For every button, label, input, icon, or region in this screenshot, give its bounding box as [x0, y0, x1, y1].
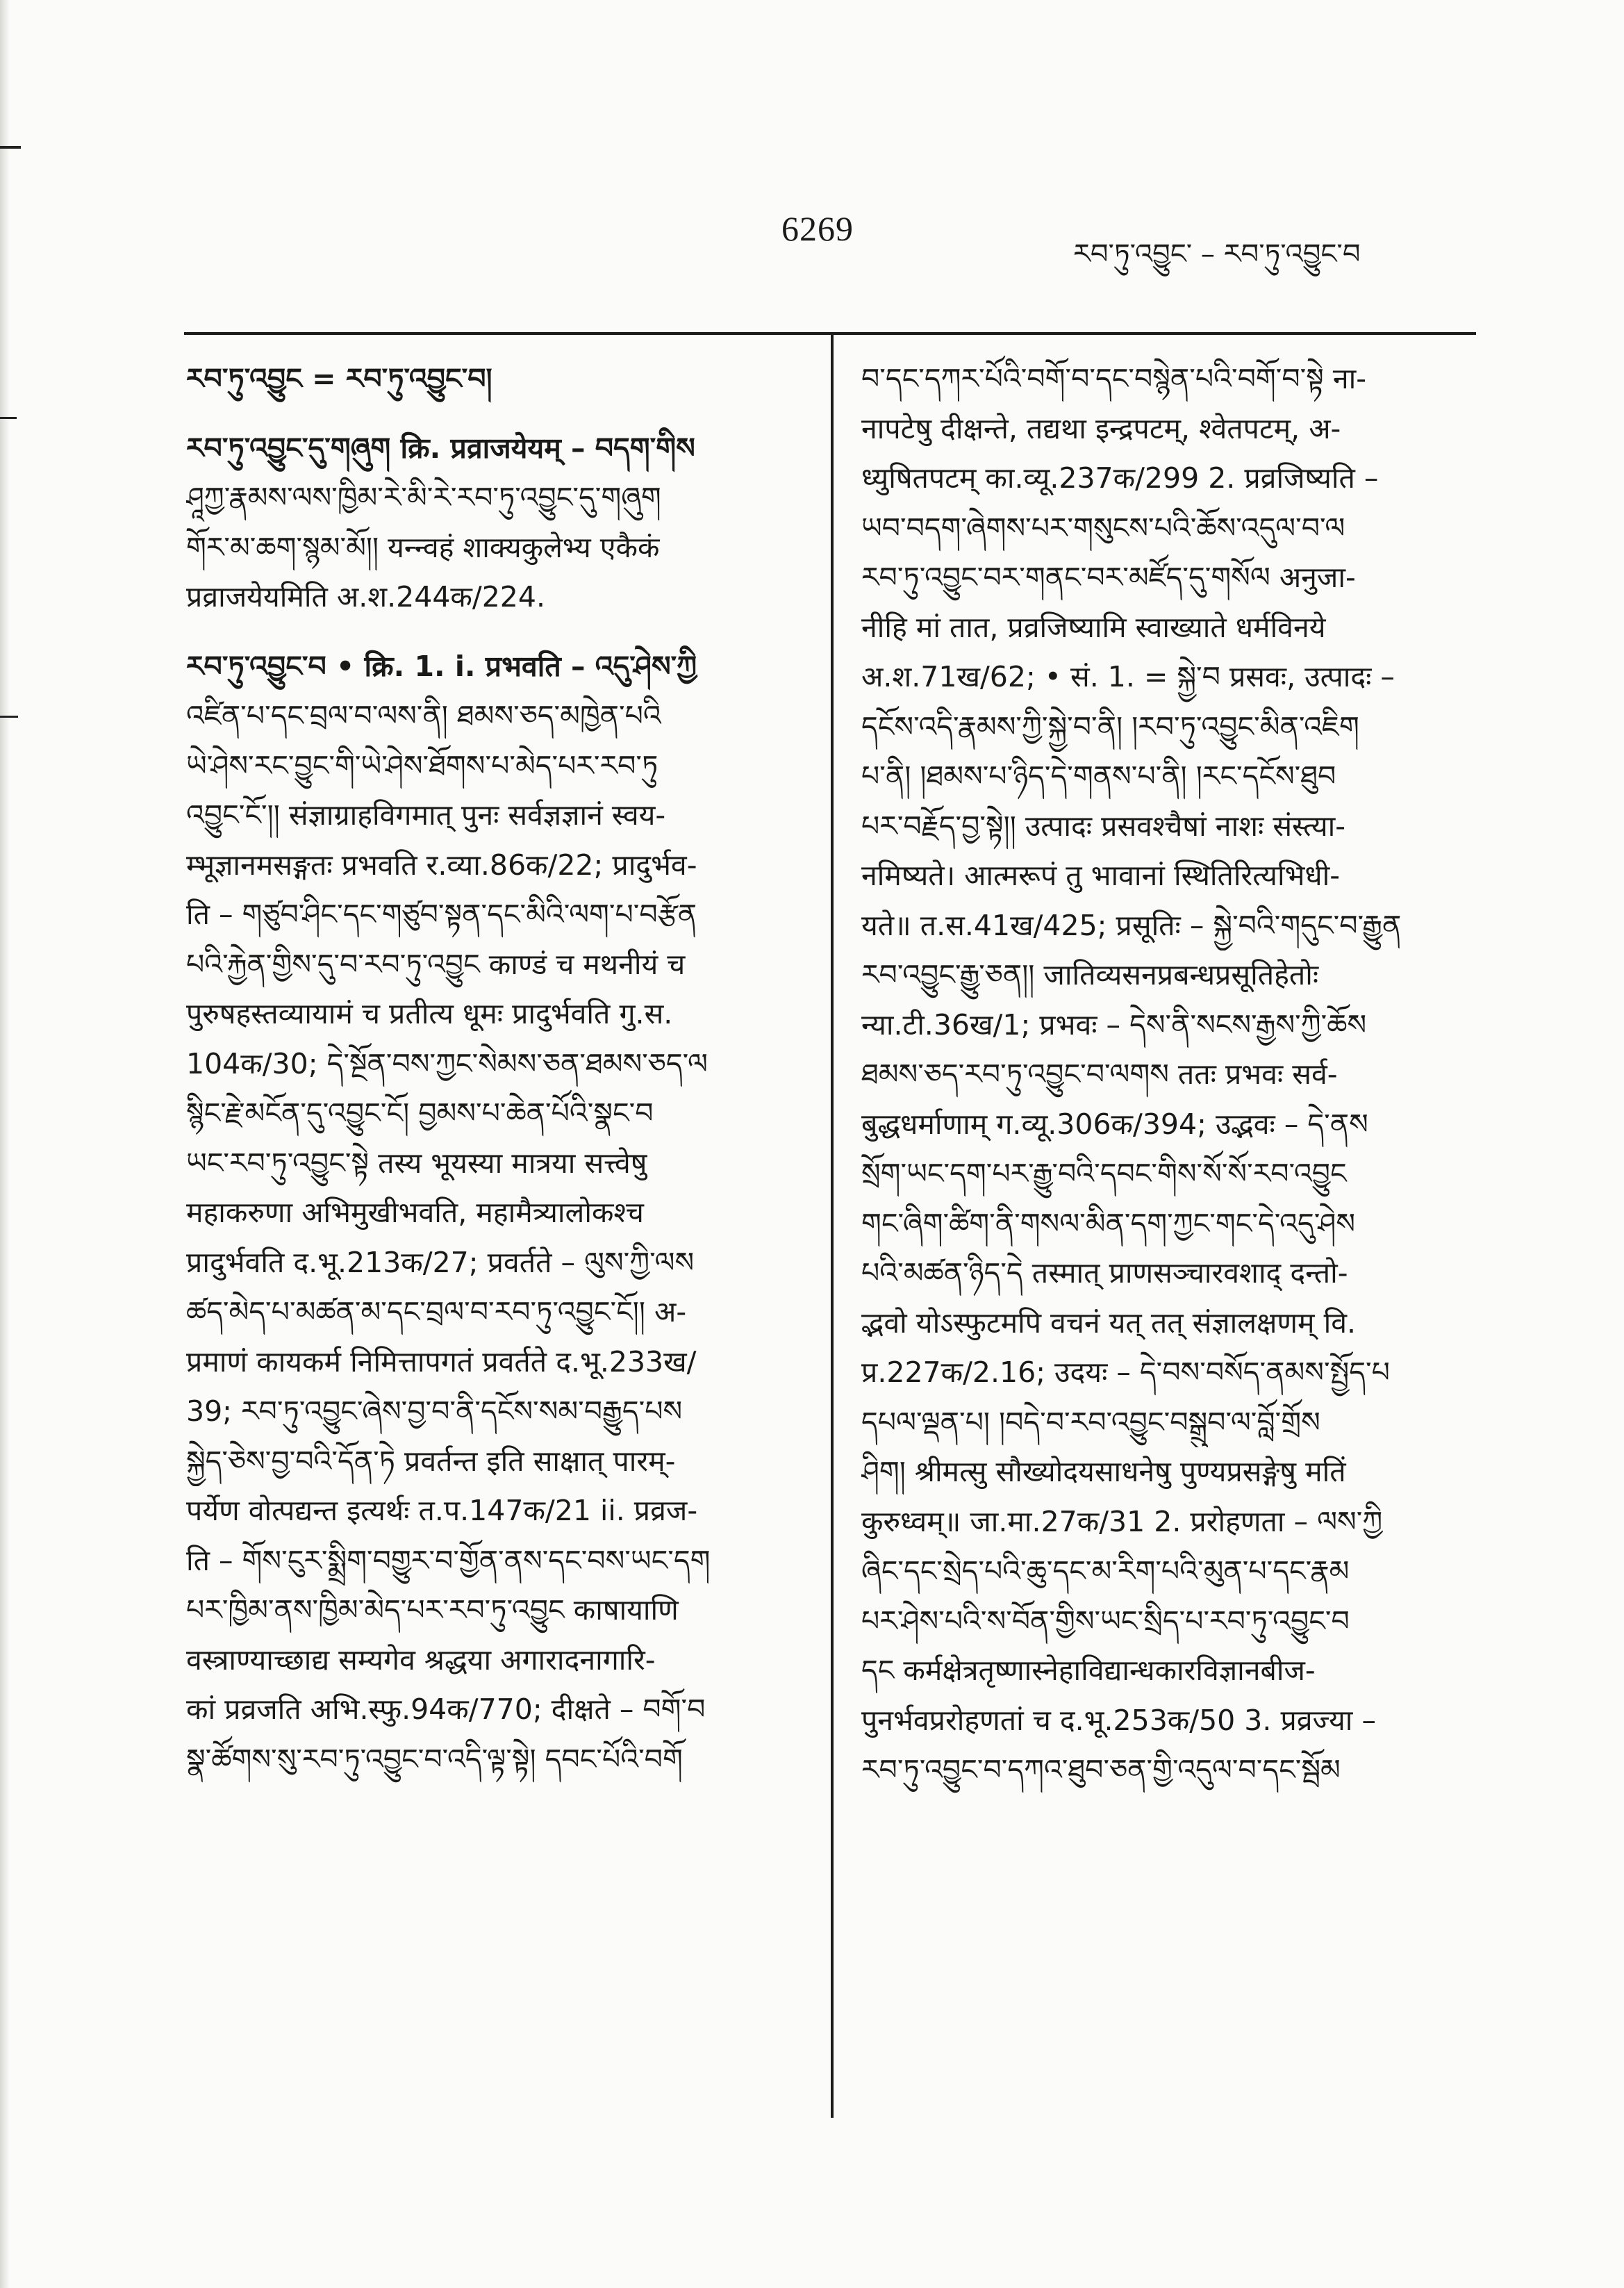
entry-line: རབ་ཏུ་འབྱུང་བ • क्रि. 1. i. प्रभवति – འདུ་ཤེས་ཀྱི	[186, 649, 697, 683]
entry-line: नीहि मां तात, प्रव्रजिष्यामि स्वाख्याते धर्मविनये	[861, 610, 1326, 644]
entry-line: པར་བརྗོད་བྱ་སྟེ།། उत्पादः प्रसवश्चैषां नाशः संस्त्या-	[861, 809, 1346, 843]
left-column	[186, 354, 818, 1784]
entry-line: ཐམས་ཅད་རབ་ཏུ་འབྱུང་བ་ལགས ततः प्रभवः सर्व-	[861, 1057, 1338, 1091]
entry-line: པ་ནི། །ཐམས་པ་ཉིད་དེ་གནས་པ་ནི། །རང་དངོས་ཐུབ	[861, 759, 1336, 793]
margin-mark	[0, 716, 18, 718]
entry-line: प्रमाणं कायकर्म निमित्तापगतं प्रवर्तते द.भू.233ख/	[186, 1344, 697, 1378]
page-number: 6269	[781, 209, 854, 248]
entry-line: པར་ཁྱིམ་ནས་ཁྱིམ་མེད་པར་རབ་ཏུ་འབྱུང काषायाणि	[186, 1593, 679, 1627]
entry-line: སྙིང་རྗེ་མངོན་དུ་འབྱུང་ངོ། བྱམས་པ་ཆེན་པོའི་སྣང་བ	[186, 1096, 654, 1130]
entry-line: འབྱུང་ངོ༌།། संज्ञाग्राहविगमात् पुनः सर्वज्ञज्ञानं स्वय-	[186, 798, 666, 832]
entry-line: འཛིན་པ་དང་བྲལ་བ་ལས་ནི། ཐམས་ཅད་མཁྱེན་པའི	[186, 699, 661, 732]
entry-line: महाकरुणा अभिमुखीभवति, महामैत्र्यालोकश्च	[186, 1196, 644, 1229]
margin-mark	[0, 146, 21, 149]
entry-line: पुरुषहस्तव्यायामं च प्रतीत्य धूमः प्रादुर्भवति गु.स.	[186, 997, 673, 1030]
entry-line: नापटेषु दीक्षन्ते, तद्यथा इन्द्रपटम्, श्वेतपटम्, अ-	[861, 411, 1341, 445]
entry-line: བ་དང་དཀར་པོའི་བགོ་བ་དང་བསྙེན་པའི་བགོ་བ་སྟེ ना-	[861, 362, 1367, 395]
entry-line: ཞིང་དང་སྲེད་པའི་ཆུ་དང་མ་རིག་པའི་མུན་པ་དང་རྣམ	[861, 1554, 1350, 1588]
entry-line: དཔལ་ལྡན་པ། །བདེ་བ་རབ་འབྱུང་བསྒྲུབ་ལ་བློ་གྲོས	[861, 1405, 1320, 1439]
entry-line: प्रव्राजयेयमिति अ.श.244क/224.	[186, 580, 546, 614]
header-rule	[184, 332, 1476, 335]
entry-line: སྲོག་ཡང་དག་པར་རྒྱུ་བའི་དབང་གིས་སོ་སོ་རབ་འབྱུང	[861, 1157, 1347, 1190]
entry-line: अ.श.71ख/62; • सं. 1. = སྐྱེ་བ प्रसवः, उत्पादः –	[861, 660, 1395, 693]
entry-line: པར་ཤེས་པའི་ས་བོན་གྱིས་ཡང་སྲིད་པ་རབ་ཏུ་འབྱུང་བ	[861, 1604, 1350, 1638]
entry-line: རབ་ཏུ་འབྱུང་བ་དཀའ་ཐུབ་ཅན་གྱི་འདུལ་བ་དང་སྦོམ	[861, 1753, 1341, 1786]
entry-line: གང་ཞིག་ཚིག་ནི་གསལ་མིན་དག་ཀྱང་གང་དེ་འདུ་ཤེས	[861, 1206, 1356, 1240]
running-head: རབ་ཏུ་འབྱུང་ – རབ་ཏུ་འབྱུང་བ	[1073, 238, 1361, 270]
entry-line: बुद्धधर्माणाम् ग.व्यू.306क/394; उद्भवः – དེ་ནས	[861, 1107, 1368, 1141]
entry-line: वस्त्राण्याच्छाद्य सम्यगेव श्रद्धया अगारादनागारि-	[186, 1643, 656, 1677]
entry-line: རབ་ཏུ་འབྱུང = རབ་ཏུ་འབྱུང་བ།	[186, 362, 492, 395]
entry-line: རབ་ཏུ་འབྱུང་དུ་གཞུག क्रि. प्रव्राजयेयम् – བདག་གིས	[186, 431, 695, 465]
entry-line: ཡེ་ཤེས་རང་བྱུང་གི་ཡེ་ཤེས་ཐོགས་པ་མེད་པར་རབ་ཏུ	[186, 748, 658, 782]
entry-line: གོར་མ་ཆག་སྙམ་མོ།། यन्न्वहं शाक्यकुलेभ्य एकैकं	[186, 530, 660, 564]
entry-line: སྣ་ཚོགས་སུ་རབ་ཏུ་འབྱུང་བ་འདི་ལྟ་སྟེ། དབང་པོའི་བགོ	[186, 1742, 683, 1776]
entry-line: ཤཱཀྱ་རྣམས་ལས་ཁྱིམ་རེ་མི་རེ་རབ་ཏུ་འབྱུང་དུ་གཞུག	[186, 481, 661, 514]
entry-line: 39; རབ་ཏུ་འབྱུང་ཞེས་བྱ་བ་ནི་དངོས་སམ་བརྒྱུད་པས	[186, 1394, 683, 1428]
entry-line: यते॥ त.स.41ख/425; प्रसूतिः – སྐྱེ་བའི་གདུང་བ་རྒྱུན	[861, 908, 1402, 942]
entry-line: कां प्रव्रजति अभि.स्फु.94क/770; दीक्षते – བགོ་བ	[186, 1693, 706, 1726]
entry-line: कुरुध्वम्॥ जा.मा.27क/31 2. प्ररोहणता – ལས་ཀྱི	[861, 1504, 1383, 1538]
entry-line: ཡབ་བདག་ཞེགས་པར་གསུངས་པའི་ཆོས་འདུལ་བ་ལ	[861, 511, 1345, 545]
entry-line: པའི་རྐྱེན་གྱིས་དུ་བ་རབ་ཏུ་འབྱུང काण्डं च मथनीयं च	[186, 947, 686, 981]
entry-line: पर्येण वोत्पद्यन्त इत्यर्थः त.प.147क/21 ii. प्रव्रज-	[186, 1494, 698, 1527]
entry-line: नमिष्यते। आत्मरूपं तु भावानां स्थितिरित्यभिधी-	[861, 859, 1341, 892]
right-column	[861, 354, 1473, 1795]
entry-line: ति – གཙུབ་ཤིང་དང་གཙུབ་སྟན་དང་མིའི་ལག་པ་བརྩོན	[186, 898, 697, 931]
entry-line: प्र.227क/2.16; उदयः – དེ་བས་བསོད་ནམས་སྤྱོད་པ	[861, 1356, 1390, 1389]
entry-line: ཡང་རབ་ཏུ་འབྱུང་སྟེ तस्य भूयस्या मात्रया सत्त्वेषु	[186, 1146, 647, 1180]
entry-line: པའི་མཚན་ཉིད་དེ तस्मात् प्राणसञ्चारवशाद् दन्तो-	[861, 1256, 1348, 1290]
entry-line: ति – གོས་ངུར་སྨྲིག་བགྱུར་བ་གྱོན་ནས་དང་བས་ཡང་དག	[186, 1543, 711, 1577]
entry-line: म्भूज्ञानमसङ्गतः प्रभवति र.व्या.86क/22; प्रादुर्भव-	[186, 848, 697, 882]
entry-line: 104क/30; དེ་སྔོན་བས་ཀྱང་སེམས་ཅན་ཐམས་ཅད་ལ	[186, 1046, 708, 1080]
entry-line: न्या.टी.36ख/1; प्रभवः – དེས་ནི་སངས་རྒྱས་ཀྱི་ཆོས	[861, 1007, 1367, 1042]
entry-line: སྐྱེད་ཅེས་བྱ་བའི་དོན་ཏེ प्रवर्तन्त इति साक्षात् पारम्-	[186, 1444, 676, 1478]
entry-line: དངོས་འདི་རྣམས་ཀྱི་སྐྱེ་བ་ནི། །རབ་ཏུ་འབྱུང་མིན་འཇིག	[861, 709, 1359, 743]
entry-line: पुनर्भवप्ररोहणतां च द.भू.253क/50 3. प्रव्रज्या –	[861, 1703, 1376, 1737]
entry-line: དང कर्मक्षेत्रतृष्णास्नेहाविद्यान्धकारविज्ञानबीज-	[861, 1654, 1316, 1687]
entry-line: द्भवो योऽस्फुटमपि वचनं यत् तत् संज्ञालक्षणम् वि.	[861, 1306, 1357, 1340]
entry-line: ཤིག། श्रीमत्सु सौख्योदयसाधनेषु पुण्यप्रसङ्गेषु मतिं	[861, 1455, 1346, 1488]
margin-mark	[0, 417, 17, 419]
entry-line: ཚད་མེད་པ་མཚན་མ་དང་བྲལ་བ་རབ་ཏུ་འབྱུང་ངོ།། अ-	[186, 1295, 687, 1328]
entry-line: རབ་ཏུ་འབྱུང་བར་གནང་བར་མཛོད་དུ་གསོལ अनुजा-	[861, 561, 1356, 594]
entry-line: प्रादुर्भवति द.भू.213क/27; प्रवर्तते – ལུས་ཀྱི་ལས	[186, 1245, 695, 1279]
entry-line: རབ་འབྱུང་རྒྱུ་ཅན།། जातिव्यसनप्रबन्धप्रसूतिहेतोः	[861, 958, 1319, 991]
column-divider	[831, 332, 834, 2118]
scan-edge	[0, 0, 10, 2288]
entry-line: ध्युषितपटम् का.व्यू.237क/299 2. प्रव्रजिष्यति –	[861, 461, 1379, 495]
